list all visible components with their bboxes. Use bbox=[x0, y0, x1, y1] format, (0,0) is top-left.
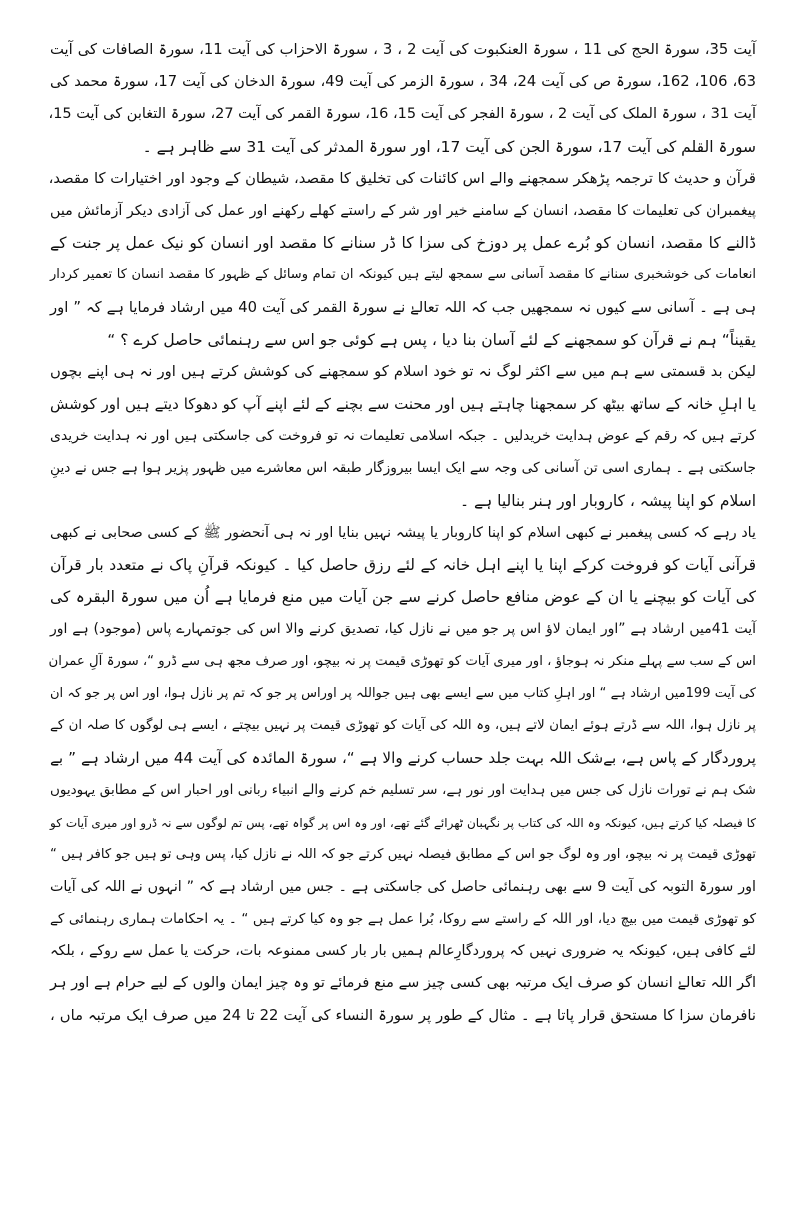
text-line: اس کے سب سے پہلے منکر نہ ہوجاؤ ، اور میری آیات کو تھوڑی قیمت پر نہ بیچو، اور صرف مجھ ہی سے ڈرو “، سورۃ آلِ عمران bbox=[48, 653, 756, 669]
text-line: شک ہم نے تورات نازل کی جس میں ہدایت اور نور ہے، سر تسلیم خم کرنے والے انبیاء ربانی اور احبار اس کے مطابق یہودیوں bbox=[50, 782, 756, 799]
text-line: یاد رہے کہ کسی پیغمبر نے کبھی اسلام کو اپنا کاروبار یا پیشہ نہیں بنایا اور نہ ہی آنحضور ﷺ کے کسی صحابی نے کبھی bbox=[50, 524, 756, 541]
text-line: پر نازل ہوا، اللہ سے ڈرتے ہوئے ایمان لاتے ہیں، وہ اللہ کی آیات کو تھوڑی قیمت پر نہیں بیچتے ، ایسے ہی لوگوں کا صلہ ان کے bbox=[50, 717, 756, 733]
document-page bbox=[50, 34, 756, 1032]
text-line: 63، 106، 162، سورۃ ص کی آیت 24، 34 ، سورۃ الزمر کی آیت 49، سورۃ الدخان کی آیت 17، سورۃ محمد کی bbox=[50, 73, 756, 91]
text-line: پروردگار کے پاس ہے، بےشک اللہ بہت جلد حساب کرنے والا ہے “، سورۃ المائدہ کی آیت 44 میں ارشاد ہے ” بے bbox=[50, 749, 756, 768]
text-line: نافرمان سزا کا مستحق قرار پاتا ہے ۔ مثال کے طور پر سورۃ النساء کی آیت 22 تا 24 میں صرف ایک مرتبہ ماں ، bbox=[50, 1006, 756, 1024]
paragraph-misfortune bbox=[50, 356, 756, 517]
text-line: لیکن بد قسمتی سے ہم میں سے اکثر لوگ نہ تو خود اسلام کو سمجھنے کی کوشش کرتے ہیں اور نہ ہی اپنے بچوں bbox=[50, 362, 756, 380]
text-line: انعامات کی خوشخبری سنانے کا مقصد آسانی سے سمجھ لیتے ہیں کیونکہ ان تمام وسائل کے ظہور کا مقصد انسان کا تعمیر کردار bbox=[50, 267, 756, 283]
paragraph-purpose-of-creation bbox=[50, 163, 756, 356]
text-line: آیت 31 ، سورۃ الملک کی آیت 2 ، سورۃ الفجر کی آیت 15، 16، سورۃ القمر کی آیت 27، سورۃ التغابن کی آیت 15، bbox=[48, 106, 756, 123]
paragraph-remember bbox=[50, 517, 756, 1032]
text-line: آیت 41میں ارشاد ہے ”اور ایمان لاؤ اس پر جو میں نے نازل کیا، تصدیق کرنے والا اس کی جوتمہارے پاس (موجود) ہے اور bbox=[50, 621, 757, 638]
text-line: اور سورۃ التوبہ کی آیت 9 سے بھی رہنمائی حاصل کی جاسکتی ہے ۔ جس میں ارشاد ہے کہ ” انہوں نے اللہ کی آیات bbox=[50, 878, 756, 895]
text-line: آیت 35، سورۃ الحج کی 11 ، سورۃ العنکبوت کی آیت 2 ، 3 ، سورۃ الاحزاب کی آیت 11، سورۃ الصافات کی آیت bbox=[50, 41, 757, 58]
text-line: قرآنی آیات کو فروخت کرکے اپنا یا اپنے اہل خانہ کے لئے رزق حاصل کیا ۔ کیونکہ قرآنِ پاک نے متعدد بار قرآن bbox=[50, 556, 756, 574]
text-line: تھوڑی قیمت پر نہ بیچو، اور وہ لوگ جو اس کے مطابق فیصلہ نہیں کرتے جو کہ اللہ نے نازل کیا، پس وہی تو ہیں جو کافر ہیں “ bbox=[50, 846, 756, 862]
text-line: سورۃ القلم کی آیت 17، سورۃ الجن کی آیت 17، اور سورۃ المدثر کی آیت 31 سے ظاہر ہے ۔ bbox=[142, 137, 756, 156]
text-line: اگر اللہ تعالےٰ انسان کو صرف ایک مرتبہ بھی کسی چیز سے منع فرمائے تو وہ چیز ایمان والوں کے لیے حرام ہے اور ہر bbox=[50, 975, 756, 992]
text-line: کی آیت 199میں ارشاد ہے “ اور اہلِ کتاب میں سے ایسے بھی ہیں جواللہ پر اوراس پر جو کہ تم پر نازل ہوا، اور اس پر جو کہ ان bbox=[50, 685, 756, 701]
text-line: اسلام کو اپنا پیشہ ، کاروبار اور ہنر بنالیا ہے ۔ bbox=[460, 491, 756, 510]
text-line: یا اہلِ خانہ کے ساتھ بیٹھ کر سمجھنا چاہتے ہیں اور محنت سے بچنے کے لئے اپنے آپ کو دھوکا دیتے ہیں اور کوشش bbox=[50, 395, 756, 414]
text-line: پیغمبران کی تعلیمات کا مقصد، انسان کے سامنے خیر اور شر کے راستے کھلے رکھنے اور عمل کی آزادی دیکر آزمائش میں bbox=[50, 202, 756, 219]
text-line: کا فیصلہ کیا کرتے ہیں، کیونکہ وہ اللہ کی کتاب پر نگہبان ٹھرائے گئے تھے، اور وہ اس پر گواہ تھے، پس تم لوگوں سے نہ ڈرو اور میری آیات کو bbox=[50, 815, 756, 830]
text-line: ڈالنے کا مقصد، انسان کو بُرے عمل پر دوزخ کی سزا کا ڈر سنانے کا مقصد اور انسان کو نیک عمل پر جنت کے bbox=[50, 234, 756, 253]
text-line: کو تھوڑی قیمت میں بیچ دیا، اور اللہ کے راستے سے روکا، بُرا عمل ہے جو وہ کیا کرتے ہیں “ ۔ یہ احکامات ہماری رہنمائی کے bbox=[50, 911, 756, 928]
text-line: جاسکتی ہے ۔ ہماری اسی تن آسانی کی وجہ سے ایک ایسا بیروزگار طبقہ اس معاشرے میں ظہور پزیر ہوا ہے جس نے دینِ bbox=[50, 460, 756, 477]
text-line: لئے کافی ہیں، کیونکہ یہ ضروری نہیں کہ پروردگارِعالم ہمیں بار بار کسی ممنوعہ بات، حرکت یا عمل سے روکے ، بلکہ bbox=[50, 943, 756, 960]
text-line: قرآن و حدیث کا ترجمہ پڑھکر سمجھنے والے اس کائنات کی تخلیق کا مقصد، شیطان کے وجود اور اختیارات کا مقصد، bbox=[48, 169, 756, 187]
text-line: یقیناً“ ہم نے قرآن کو سمجھنے کے لئے آسان بنا دیا ، پس ہے کوئی جو اس سے رہنمائی حاصل کرے ؟ “ bbox=[107, 330, 756, 349]
text-line: کرتے ہیں کہ رقم کے عوض ہدایت خریدلیں ۔ جبکہ اسلامی تعلیمات نہ تو فروخت کی جاسکتی ہیں اور نہ ہدایت خریدی bbox=[50, 428, 756, 445]
text-line: ہی ہے ۔ آسانی سے کیوں نہ سمجھیں جب کہ اللہ تعالےٰ نے سورۃ القمر کی آیت 40 میں ارشاد فرمایا ہے کہ ” اور bbox=[50, 298, 756, 316]
text-line: کی آیات کو بیچنے یا ان کے عوض منافع حاصل کرنے سے جن آیات میں منع فرمایا ہے اُن میں سورۃ البقرہ کی bbox=[50, 588, 756, 607]
paragraph-verse-references bbox=[50, 34, 756, 163]
